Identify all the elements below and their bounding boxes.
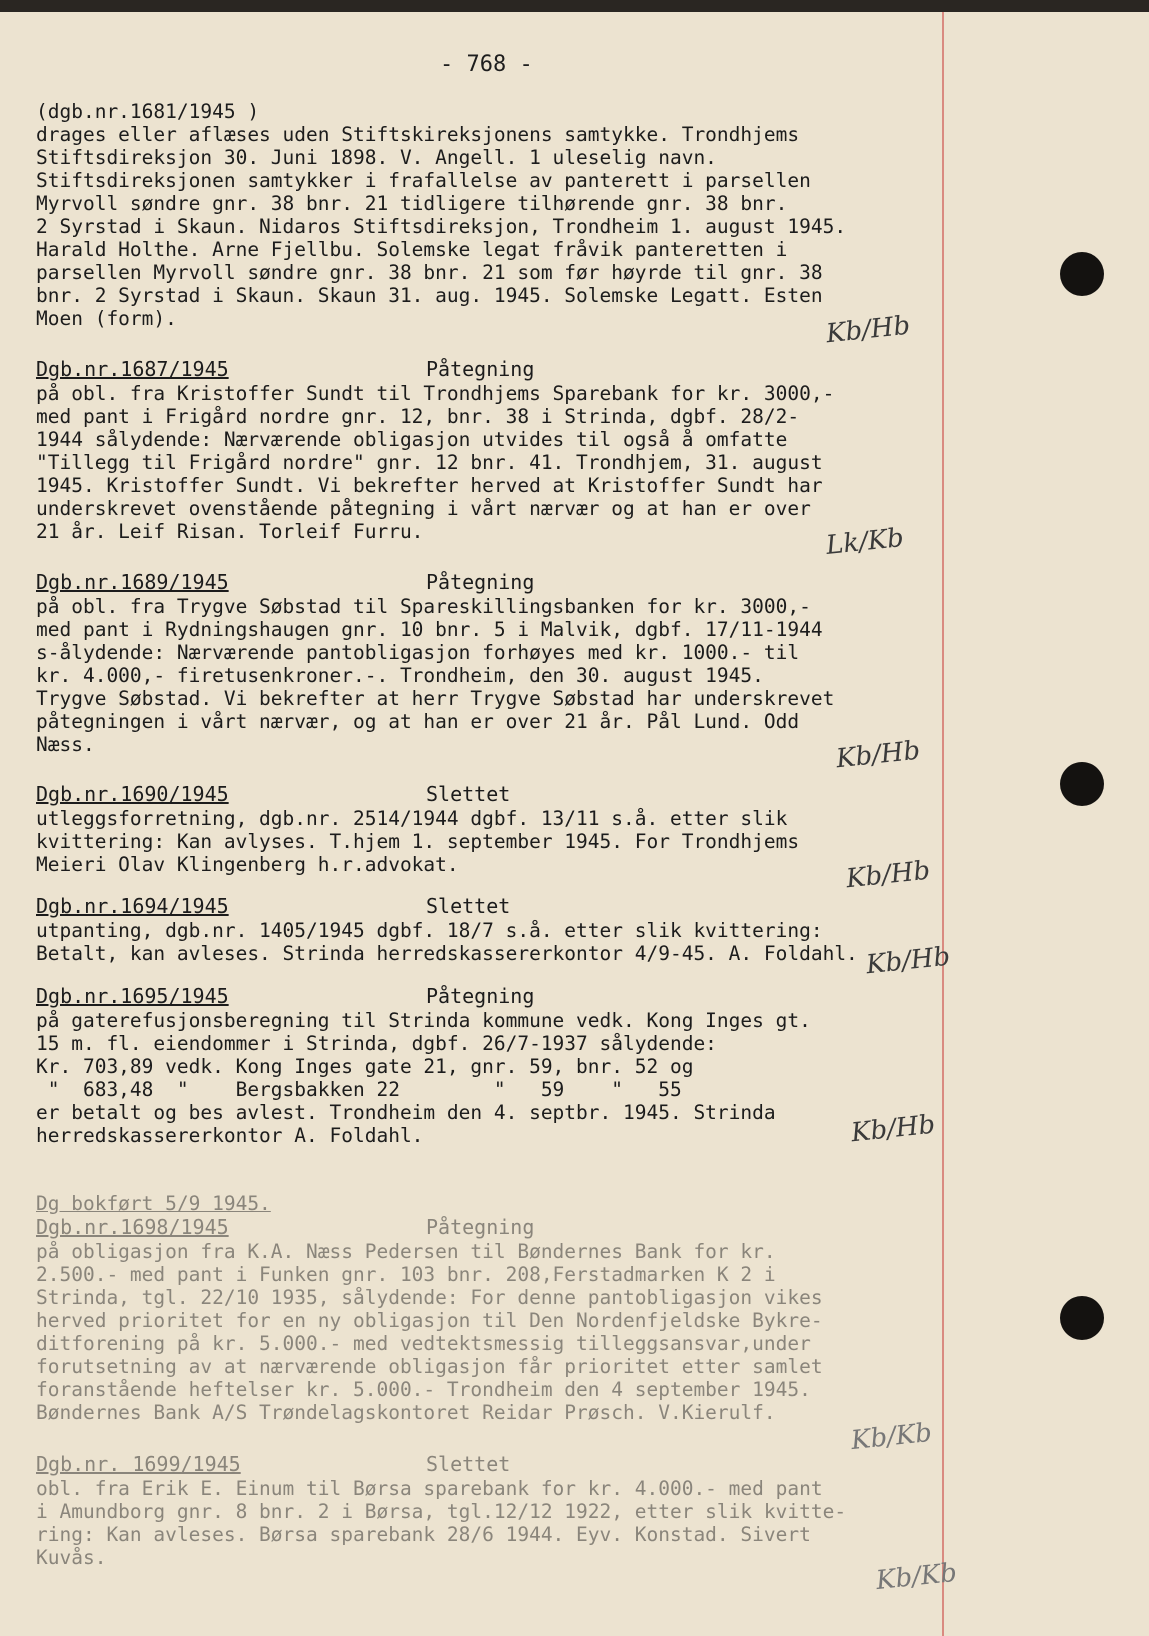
punch-hole [1060,762,1104,806]
entry-reference: Dgb.nr. 1699/1945 [36,1452,241,1476]
text-line: Myrvoll søndre gnr. 38 bnr. 21 tidligere tilhørende gnr. 38 bnr. [36,192,788,215]
text-line: i Amundborg gnr. 8 bnr. 2 i Børsa, tgl.12/12 1922, etter slik kvitte- [36,1500,847,1523]
entry-type: Påtegning [426,984,535,1008]
entry-text [36,1240,976,1424]
ledger-entry [36,782,976,895]
text-line: på obligasjon fra K.A. Næss Pedersen til Bøndernes Bank for kr. [36,1240,776,1263]
entry-reference: Dgb.nr.1695/1945 [36,984,229,1008]
entry-text [36,807,976,876]
entry-type: Slettet [426,782,511,806]
text-line: utpanting, dgb.nr. 1405/1945 dgbf. 18/7 s.å. etter slik kvittering: [36,919,823,942]
text-line: ring: Kan avleses. Børsa sparebank 28/6 1944. Eyv. Konstad. Sivert [36,1523,811,1546]
text-line: herved prioritet for en ny obligasjon til Den Nordenfjeldske Bykre- [36,1309,823,1332]
text-line: på obl. fra Kristoffer Sundt til Trondhjems Sparebank for kr. 3000,- [36,382,835,405]
text-line: med pant i Frigård nordre gnr. 12, bnr. 38 i Strinda, dgbf. 28/2- [36,405,800,428]
text-line: Stiftsdireksjon 30. Juni 1898. V. Angell. 1 uleselig navn. [36,146,717,169]
ledger-entry [36,1452,976,1597]
text-line: " 683,48 " Bergsbakken 22 " 59 " 55 [36,1078,682,1101]
entry-text [36,1009,976,1147]
entry-reference: Dgb.nr.1694/1945 [36,894,229,918]
punch-hole [1060,252,1104,296]
ledger-entry [36,894,976,981]
text-line: på gaterefusjonsberegning til Strinda kommune vedk. Kong Inges gt. [36,1009,811,1032]
text-line: kr. 4.000,- firetusenkroner.-. Trondheim, den 30. august 1945. [36,664,764,687]
text-line: 15 m. fl. eiendommer i Strinda, dgbf. 26/7-1937 sålydende: [36,1032,717,1055]
booking-note: Dg bokført 5/9 1945. [36,1192,271,1215]
punch-hole [1060,1296,1104,1340]
signature-initials: Kb/Kb [849,1417,934,1457]
text-line: herredskassererkontor A. Foldahl. [36,1124,424,1147]
text-line: foranstående heftelser kr. 5.000.- Trondheim den 4 september 1945. [36,1378,811,1401]
signature-initials: Kb/Hb [834,735,922,775]
entry-type: Påtegning [426,570,535,594]
signature-initials: Lk/Kb [824,523,906,561]
signature-initials: Kb/Hb [864,941,952,981]
text-line: Kuvås. [36,1546,107,1569]
entry-header [36,1452,976,1477]
text-line: s-ålydende: Nærværende pantobligasjon forhøyes med kr. 1000.- til [36,641,800,664]
text-line: Betalt, kan avleses. Strinda herredskassererkontor 4/9-45. A. Foldahl. [36,942,858,965]
text-line: Bøndernes Bank A/S Trøndelagskontoret Reidar Prøsch. V.Kierulf. [36,1401,776,1424]
text-line: 2 Syrstad i Skaun. Nidaros Stiftsdireksjon, Trondheim 1. august 1945. [36,215,847,238]
entry-header [36,894,976,919]
text-line: Meieri Olav Klingenberg h.r.advokat. [36,853,459,876]
entry-header [36,1215,976,1240]
text-line: utleggsforretning, dgb.nr. 2514/1944 dgbf. 13/11 s.å. etter slik [36,807,788,830]
entry-text [36,382,976,543]
entry-header [36,782,976,807]
ledger-entry [36,357,976,561]
text-line: 1944 sålydende: Nærværende obligasjon utvides til også å omfatte [36,428,788,451]
entry-type: Påtegning [426,1215,535,1239]
text-line: "Tillegg til Frigård nordre" gnr. 12 bnr. 41. Trondhjem, 31. august [36,451,823,474]
text-line: kvittering: Kan avlyses. T.hjem 1. september 1945. For Trondhjems [36,830,800,853]
entry-text [36,919,976,965]
entry-type: Slettet [426,1452,511,1476]
text-line: forutsetning av at nærværende obligasjon får prioritet etter samlet [36,1355,823,1378]
entry-header [36,357,976,382]
text-line: bnr. 2 Syrstad i Skaun. Skaun 31. aug. 1945. Solemske Legatt. Esten [36,284,823,307]
text-line: Harald Holthe. Arne Fjellbu. Solemske legat fråvik panteretten i [36,238,788,261]
entry-reference: Dgb.nr.1687/1945 [36,357,229,381]
ledger-page [0,12,1149,1636]
signature-initials: Kb/Hb [824,310,912,350]
text-line: 2.500.- med pant i Funken gnr. 103 bnr. 208,Ferstadmarken K 2 i [36,1263,776,1286]
text-line: obl. fra Erik E. Einum til Børsa sparebank for kr. 4.000.- med pant [36,1477,823,1500]
text-line: med pant i Rydningshaugen gnr. 10 bnr. 5 i Malvik, dgbf. 17/11-1944 [36,618,823,641]
entry-header [36,570,976,595]
text-line: Trygve Søbstad. Vi bekrefter at herr Trygve Søbstad har underskrevet [36,687,835,710]
ledger-entry [36,984,976,1147]
text-line: Strinda, tgl. 22/10 1935, sålydende: For denne pantobligasjon vikes [36,1286,823,1309]
entry-type: Påtegning [426,357,535,381]
page-number: - 768 - [440,52,533,77]
entry-text [36,123,976,330]
ledger-entry [36,100,976,350]
entry-text [36,595,976,756]
entry-reference: Dgb.nr.1690/1945 [36,782,229,806]
text-line: Næss. [36,733,95,756]
text-line: underskrevet ovenstående påtegning i vårt nærvær og at han er over [36,497,811,520]
entry-reference: Dgb.nr.1689/1945 [36,570,229,594]
entry-header [36,984,976,1009]
text-line: er betalt og bes avlest. Trondheim den 4. septbr. 1945. Strinda [36,1101,776,1124]
entry-reference: Dgb.nr.1698/1945 [36,1215,229,1239]
signature-initials: Kb/Kb [874,1557,959,1597]
text-line: påtegningen i vårt nærvær, og at han er over 21 år. Pål Lund. Odd [36,710,800,733]
text-line: Stiftsdireksjonen samtykker i frafallelse av panterett i parsellen [36,169,811,192]
entry-text [36,1477,976,1569]
ledger-entry [36,570,976,775]
text-line: ditforening på kr. 5.000.- med vedtektsmessig tilleggsansvar,under [36,1332,811,1355]
text-line: parsellen Myrvoll søndre gnr. 38 bnr. 21 som før høyrde til gnr. 38 [36,261,823,284]
text-line: Kr. 703,89 vedk. Kong Inges gate 21, gnr. 59, bnr. 52 og [36,1055,694,1078]
signature-initials: Kb/Hb [844,855,932,895]
entry-reference: (dgb.nr.1681/1945 ) [36,100,260,123]
text-line: 1945. Kristoffer Sundt. Vi bekrefter herved at Kristoffer Sundt har [36,474,823,497]
signature-initials: Kb/Hb [849,1109,937,1149]
text-line: Moen (form). [36,307,177,330]
text-line: drages eller aflæses uden Stiftskireksjonens samtykke. Trondhjems [36,123,800,146]
ledger-entry [36,1192,976,1457]
entry-type: Slettet [426,894,511,918]
text-line: på obl. fra Trygve Søbstad til Spareskillingsbanken for kr. 3000,- [36,595,811,618]
text-line: 21 år. Leif Risan. Torleif Furru. [36,520,424,543]
